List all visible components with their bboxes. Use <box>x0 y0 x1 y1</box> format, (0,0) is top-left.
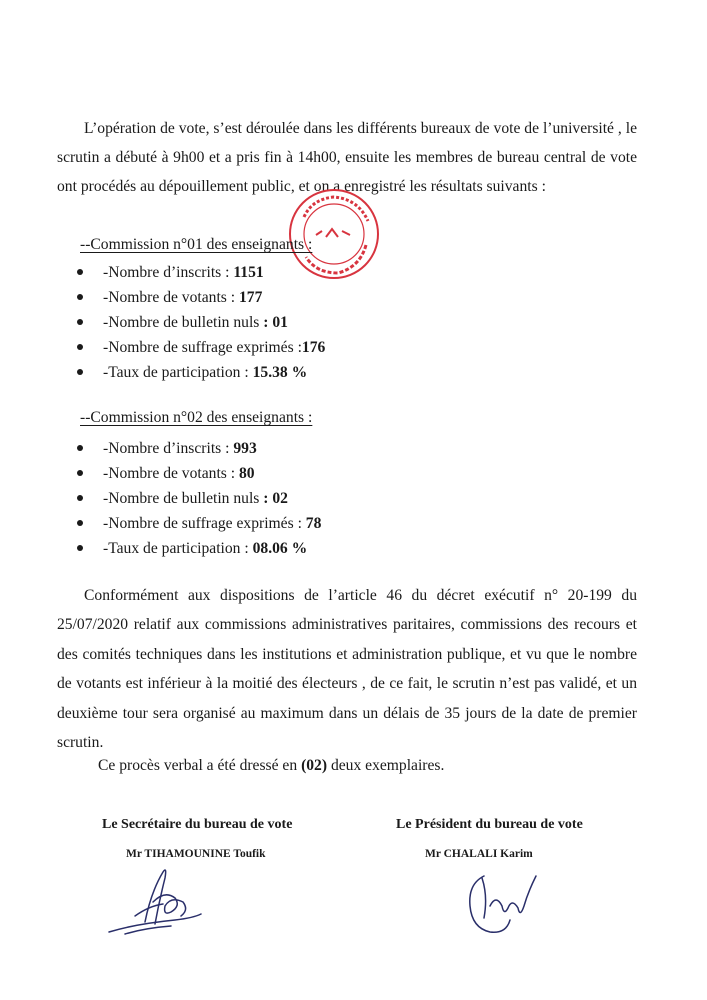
decision-paragraph: Conformément aux dispositions de l’article 46 du décret exécutif n° 20-199 du 25/07/2020 relatif aux commissions administratives paritaires, commissions des recours et des comités techniques dans les institutions et administration publique, et vu que le nombre de votants est inférieur à la moitié des électeurs , de ce fait, le scrutin n’est pas validé, et un deuxième tour sera organisé au maximum dans un délais de 35 jours de la date de premier scrutin. <box>57 587 637 752</box>
bullet-icon <box>77 269 83 275</box>
bullet-icon <box>77 470 83 476</box>
secretary-title: Le Secrétaire du bureau de vote <box>102 817 293 832</box>
result-item: -Taux de participation : 15.38 % <box>77 360 325 385</box>
commission-1-title: --Commission n°01 des enseignants : <box>80 236 313 253</box>
bullet-icon <box>77 294 83 300</box>
stamp-center-mark <box>316 229 350 237</box>
president-title: Le Président du bureau de vote <box>396 817 583 832</box>
bullet-icon <box>77 495 83 501</box>
result-item: -Nombre de suffrage exprimés : 78 <box>77 511 321 536</box>
copies-statement: Ce procès verbal a été dressé en (02) deux exemplaires. <box>98 757 445 774</box>
commission-2-results <box>77 436 321 561</box>
secretary-signature <box>105 862 205 942</box>
bullet-icon <box>77 445 83 451</box>
result-item: -Nombre d’inscrits : 1151 <box>77 260 325 285</box>
bullet-icon <box>77 520 83 526</box>
secretary-name: Mr TIHAMOUNINE Toufik <box>126 848 266 860</box>
president-signature <box>462 866 542 938</box>
commission-1-results <box>77 260 325 385</box>
bullet-icon <box>77 369 83 375</box>
bullet-icon <box>77 545 83 551</box>
bullet-icon <box>77 319 83 325</box>
result-item: -Nombre de bulletin nuls : 01 <box>77 310 325 335</box>
stamp-inner-ring <box>304 204 364 264</box>
result-item: -Nombre de suffrage exprimés :176 <box>77 335 325 360</box>
result-item: -Nombre de bulletin nuls : 02 <box>77 486 321 511</box>
intro-paragraph: L’opération de vote, s’est déroulée dans les différents bureaux de vote de l’université , le scrutin a débuté à 9h00 et a pris fin à 14h00, ensuite les membres de bureau central de vote ont procédés au dépouillement public, et on a enregistré les résultats suivants : <box>57 120 637 195</box>
result-item: -Taux de participation : 08.06 % <box>77 536 321 561</box>
president-name: Mr CHALALI Karim <box>425 848 533 860</box>
result-item: -Nombre de votants : 80 <box>77 461 321 486</box>
bullet-icon <box>77 344 83 350</box>
result-item: -Nombre d’inscrits : 993 <box>77 436 321 461</box>
result-item: -Nombre de votants : 177 <box>77 285 325 310</box>
commission-2-title: --Commission n°02 des enseignants : <box>80 409 313 426</box>
